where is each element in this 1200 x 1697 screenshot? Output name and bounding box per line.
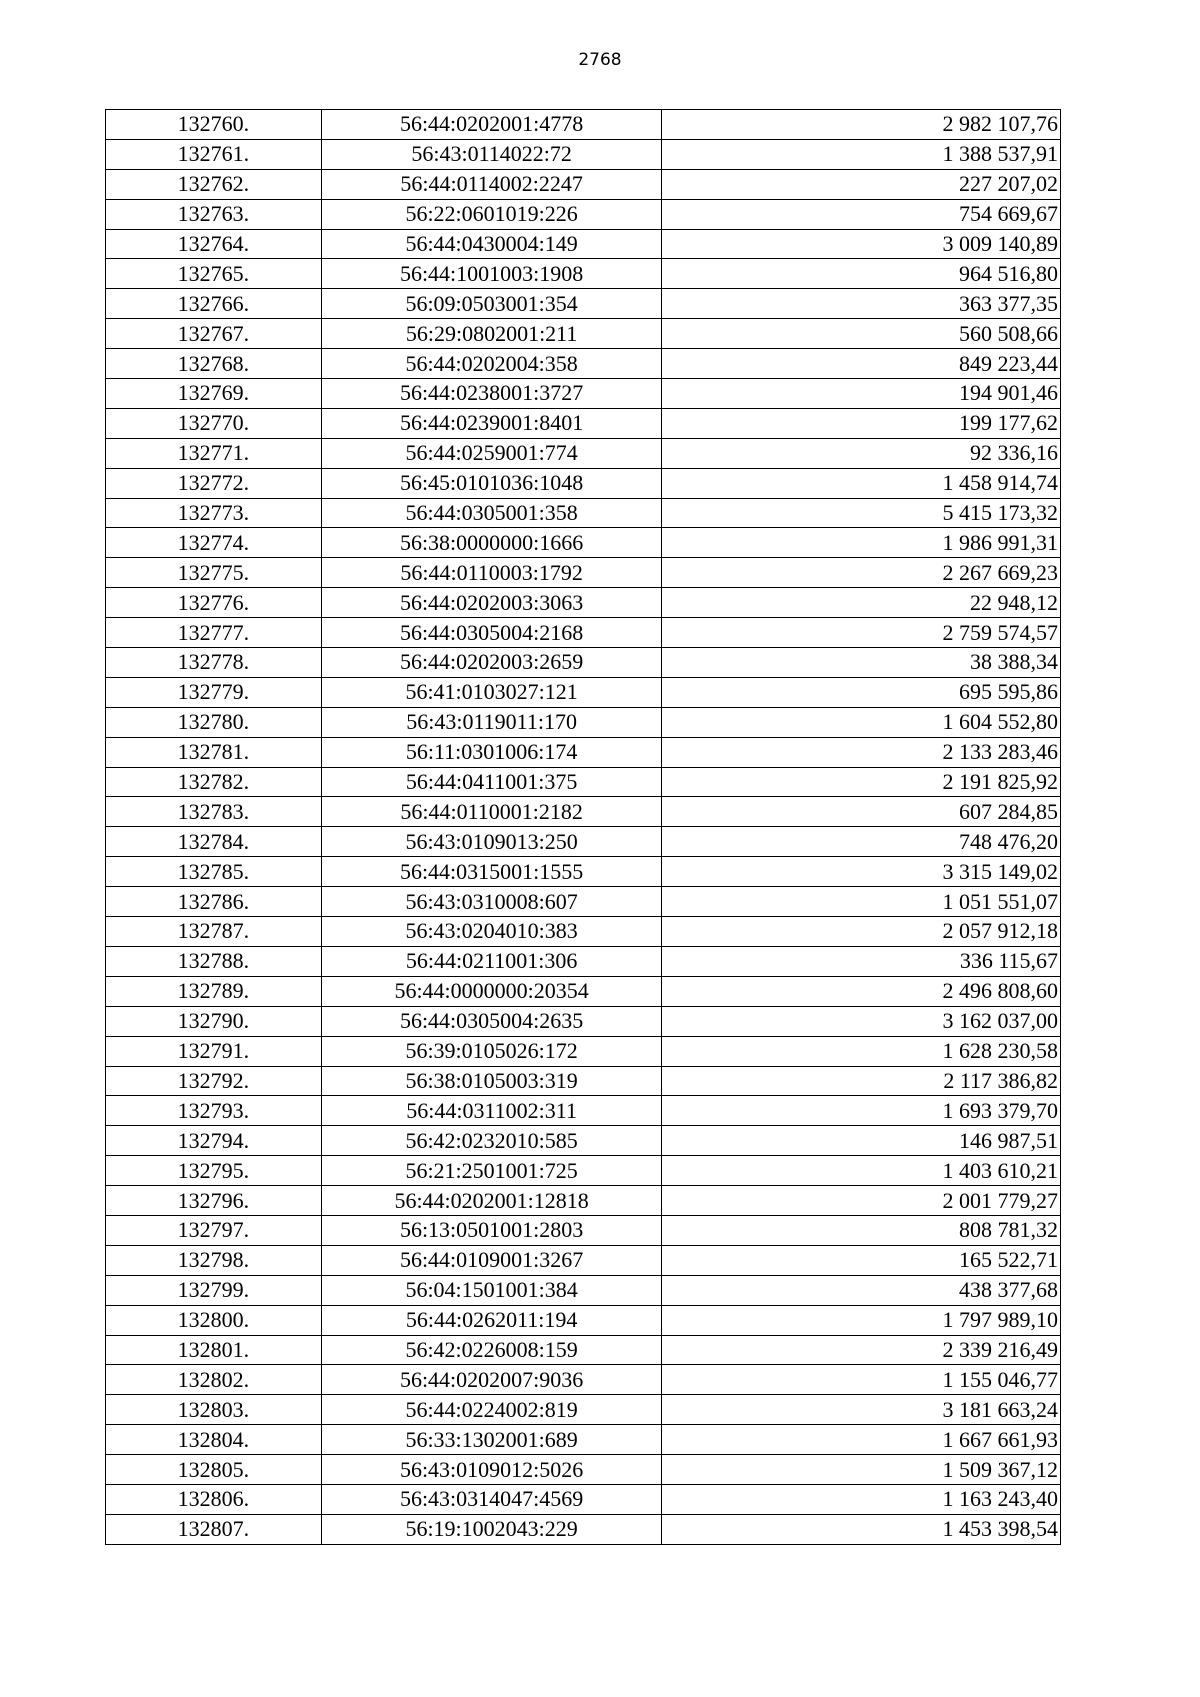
- table-row: [106, 588, 1061, 618]
- cadastral-value-cell: 1 693 379,70: [662, 1096, 1061, 1126]
- table-row: [106, 1305, 1061, 1335]
- cadastral-number-cell: 56:33:1302001:689: [321, 1425, 662, 1455]
- cadastral-number-cell: 56:38:0105003:319: [321, 1066, 662, 1096]
- cadastral-number-cell: 56:44:0110003:1792: [321, 558, 662, 588]
- row-number-cell: 132781.: [106, 737, 322, 767]
- row-number-cell: 132786.: [106, 887, 322, 917]
- cadastral-number-cell: 56:19:1002043:229: [321, 1514, 662, 1544]
- table-row: [106, 648, 1061, 678]
- table-row: [106, 1425, 1061, 1455]
- table-row: [106, 1096, 1061, 1126]
- cadastral-number-cell: 56:44:0305004:2168: [321, 618, 662, 648]
- row-number-cell: 132773.: [106, 498, 322, 528]
- cadastral-number-cell: 56:41:0103027:121: [321, 677, 662, 707]
- cadastral-value-cell: 1 604 552,80: [662, 707, 1061, 737]
- table-row: [106, 349, 1061, 379]
- row-number-cell: 132761.: [106, 139, 322, 169]
- cadastral-number-cell: 56:44:0109001:3267: [321, 1245, 662, 1275]
- row-number-cell: 132796.: [106, 1186, 322, 1216]
- table-row: [106, 468, 1061, 498]
- table-row: [106, 618, 1061, 648]
- cadastral-value-cell: 1 403 610,21: [662, 1156, 1061, 1186]
- cadastral-value-cell: 748 476,20: [662, 827, 1061, 857]
- cadastral-value-cell: 5 415 173,32: [662, 498, 1061, 528]
- cadastral-number-cell: 56:44:0239001:8401: [321, 408, 662, 438]
- row-number-cell: 132777.: [106, 618, 322, 648]
- cadastral-number-cell: 56:44:0202007:9036: [321, 1365, 662, 1395]
- cadastral-value-cell: 2 191 825,92: [662, 767, 1061, 797]
- cadastral-number-cell: 56:43:0109013:250: [321, 827, 662, 857]
- cadastral-value-cell: 194 901,46: [662, 379, 1061, 409]
- table-row: [106, 139, 1061, 169]
- cadastral-number-cell: 56:44:0224002:819: [321, 1395, 662, 1425]
- cadastral-number-cell: 56:04:1501001:384: [321, 1275, 662, 1305]
- row-number-cell: 132771.: [106, 438, 322, 468]
- row-number-cell: 132791.: [106, 1036, 322, 1066]
- table-row: [106, 1335, 1061, 1365]
- registry-table-body: [106, 110, 1061, 1545]
- row-number-cell: 132770.: [106, 408, 322, 438]
- row-number-cell: 132764.: [106, 229, 322, 259]
- row-number-cell: 132799.: [106, 1275, 322, 1305]
- cadastral-value-cell: 2 057 912,18: [662, 917, 1061, 947]
- cadastral-number-cell: 56:43:0119011:170: [321, 707, 662, 737]
- table-row: [106, 528, 1061, 558]
- table-row: [106, 229, 1061, 259]
- row-number-cell: 132778.: [106, 648, 322, 678]
- table-row: [106, 1484, 1061, 1514]
- cadastral-number-cell: 56:44:0259001:774: [321, 438, 662, 468]
- cadastral-value-cell: 2 001 779,27: [662, 1186, 1061, 1216]
- row-number-cell: 132804.: [106, 1425, 322, 1455]
- cadastral-value-cell: 607 284,85: [662, 797, 1061, 827]
- cadastral-value-cell: 165 522,71: [662, 1245, 1061, 1275]
- table-row: [106, 1156, 1061, 1186]
- cadastral-number-cell: 56:44:0411001:375: [321, 767, 662, 797]
- cadastral-value-cell: 754 669,67: [662, 199, 1061, 229]
- cadastral-value-cell: 363 377,35: [662, 289, 1061, 319]
- cadastral-value-cell: 92 336,16: [662, 438, 1061, 468]
- table-row: [106, 199, 1061, 229]
- table-row: [106, 1036, 1061, 1066]
- row-number-cell: 132793.: [106, 1096, 322, 1126]
- row-number-cell: 132800.: [106, 1305, 322, 1335]
- cadastral-value-cell: 1 628 230,58: [662, 1036, 1061, 1066]
- row-number-cell: 132788.: [106, 946, 322, 976]
- cadastral-number-cell: 56:29:0802001:211: [321, 319, 662, 349]
- cadastral-value-cell: 849 223,44: [662, 349, 1061, 379]
- cadastral-number-cell: 56:44:0305004:2635: [321, 1006, 662, 1036]
- table-row: [106, 887, 1061, 917]
- cadastral-number-cell: 56:44:0238001:3727: [321, 379, 662, 409]
- row-number-cell: 132774.: [106, 528, 322, 558]
- row-number-cell: 132807.: [106, 1514, 322, 1544]
- cadastral-value-cell: 2 759 574,57: [662, 618, 1061, 648]
- table-row: [106, 1365, 1061, 1395]
- table-row: [106, 319, 1061, 349]
- row-number-cell: 132790.: [106, 1006, 322, 1036]
- table-row: [106, 737, 1061, 767]
- cadastral-number-cell: 56:44:0211001:306: [321, 946, 662, 976]
- cadastral-value-cell: 1 453 398,54: [662, 1514, 1061, 1544]
- table-row: [106, 1006, 1061, 1036]
- registry-table: [105, 109, 1061, 1545]
- row-number-cell: 132760.: [106, 110, 322, 140]
- table-row: [106, 1245, 1061, 1275]
- cadastral-number-cell: 56:44:0430004:149: [321, 229, 662, 259]
- cadastral-value-cell: 1 667 661,93: [662, 1425, 1061, 1455]
- row-number-cell: 132806.: [106, 1484, 322, 1514]
- row-number-cell: 132768.: [106, 349, 322, 379]
- cadastral-value-cell: 3 162 037,00: [662, 1006, 1061, 1036]
- row-number-cell: 132776.: [106, 588, 322, 618]
- cadastral-number-cell: 56:44:0110001:2182: [321, 797, 662, 827]
- cadastral-value-cell: 146 987,51: [662, 1126, 1061, 1156]
- row-number-cell: 132801.: [106, 1335, 322, 1365]
- cadastral-number-cell: 56:43:0310008:607: [321, 887, 662, 917]
- row-number-cell: 132769.: [106, 379, 322, 409]
- cadastral-number-cell: 56:44:1001003:1908: [321, 259, 662, 289]
- table-row: [106, 110, 1061, 140]
- cadastral-number-cell: 56:39:0105026:172: [321, 1036, 662, 1066]
- table-row: [106, 707, 1061, 737]
- cadastral-value-cell: 560 508,66: [662, 319, 1061, 349]
- table-row: [106, 259, 1061, 289]
- cadastral-value-cell: 2 133 283,46: [662, 737, 1061, 767]
- row-number-cell: 132780.: [106, 707, 322, 737]
- table-row: [106, 767, 1061, 797]
- cadastral-number-cell: 56:13:0501001:2803: [321, 1215, 662, 1245]
- table-row: [106, 1126, 1061, 1156]
- table-row: [106, 169, 1061, 199]
- cadastral-number-cell: 56:42:0232010:585: [321, 1126, 662, 1156]
- cadastral-number-cell: 56:38:0000000:1666: [321, 528, 662, 558]
- table-row: [106, 797, 1061, 827]
- table-row: [106, 857, 1061, 887]
- cadastral-number-cell: 56:09:0503001:354: [321, 289, 662, 319]
- row-number-cell: 132792.: [106, 1066, 322, 1096]
- cadastral-number-cell: 56:44:0000000:20354: [321, 976, 662, 1006]
- table-row: [106, 1395, 1061, 1425]
- cadastral-value-cell: 3 009 140,89: [662, 229, 1061, 259]
- table-row: [106, 976, 1061, 1006]
- cadastral-value-cell: 1 509 367,12: [662, 1455, 1061, 1485]
- cadastral-number-cell: 56:44:0202003:2659: [321, 648, 662, 678]
- cadastral-value-cell: 3 181 663,24: [662, 1395, 1061, 1425]
- cadastral-value-cell: 438 377,68: [662, 1275, 1061, 1305]
- cadastral-number-cell: 56:44:0202003:3063: [321, 588, 662, 618]
- row-number-cell: 132783.: [106, 797, 322, 827]
- cadastral-value-cell: 1 051 551,07: [662, 887, 1061, 917]
- cadastral-value-cell: 2 339 216,49: [662, 1335, 1061, 1365]
- table-row: [106, 1514, 1061, 1544]
- table-row: [106, 917, 1061, 947]
- cadastral-value-cell: 695 595,86: [662, 677, 1061, 707]
- table-row: [106, 408, 1061, 438]
- table-row: [106, 498, 1061, 528]
- cadastral-value-cell: 1 797 989,10: [662, 1305, 1061, 1335]
- cadastral-value-cell: 1 155 046,77: [662, 1365, 1061, 1395]
- table-row: [106, 1275, 1061, 1305]
- table-row: [106, 379, 1061, 409]
- cadastral-number-cell: 56:21:2501001:725: [321, 1156, 662, 1186]
- cadastral-value-cell: 38 388,34: [662, 648, 1061, 678]
- row-number-cell: 132798.: [106, 1245, 322, 1275]
- table-row: [106, 1066, 1061, 1096]
- row-number-cell: 132784.: [106, 827, 322, 857]
- table-row: [106, 946, 1061, 976]
- cadastral-value-cell: 199 177,62: [662, 408, 1061, 438]
- cadastral-number-cell: 56:43:0114022:72: [321, 139, 662, 169]
- cadastral-value-cell: 2 267 669,23: [662, 558, 1061, 588]
- cadastral-value-cell: 227 207,02: [662, 169, 1061, 199]
- table-row: [106, 558, 1061, 588]
- cadastral-number-cell: 56:11:0301006:174: [321, 737, 662, 767]
- cadastral-value-cell: 2 496 808,60: [662, 976, 1061, 1006]
- cadastral-value-cell: 336 115,67: [662, 946, 1061, 976]
- cadastral-value-cell: 3 315 149,02: [662, 857, 1061, 887]
- cadastral-number-cell: 56:44:0202001:12818: [321, 1186, 662, 1216]
- cadastral-number-cell: 56:43:0314047:4569: [321, 1484, 662, 1514]
- cadastral-value-cell: 1 458 914,74: [662, 468, 1061, 498]
- cadastral-number-cell: 56:45:0101036:1048: [321, 468, 662, 498]
- row-number-cell: 132763.: [106, 199, 322, 229]
- cadastral-value-cell: 964 516,80: [662, 259, 1061, 289]
- table-row: [106, 1455, 1061, 1485]
- row-number-cell: 132789.: [106, 976, 322, 1006]
- cadastral-number-cell: 56:42:0226008:159: [321, 1335, 662, 1365]
- cadastral-number-cell: 56:44:0202001:4778: [321, 110, 662, 140]
- table-row: [106, 677, 1061, 707]
- page-number: 2768: [578, 50, 622, 70]
- row-number-cell: 132795.: [106, 1156, 322, 1186]
- row-number-cell: 132805.: [106, 1455, 322, 1485]
- row-number-cell: 132779.: [106, 677, 322, 707]
- row-number-cell: 132765.: [106, 259, 322, 289]
- table-row: [106, 1186, 1061, 1216]
- cadastral-number-cell: 56:44:0114002:2247: [321, 169, 662, 199]
- table-row: [106, 289, 1061, 319]
- cadastral-value-cell: 2 982 107,76: [662, 110, 1061, 140]
- row-number-cell: 132787.: [106, 917, 322, 947]
- table-row: [106, 827, 1061, 857]
- cadastral-number-cell: 56:44:0202004:358: [321, 349, 662, 379]
- row-number-cell: 132803.: [106, 1395, 322, 1425]
- cadastral-number-cell: 56:43:0204010:383: [321, 917, 662, 947]
- cadastral-number-cell: 56:44:0315001:1555: [321, 857, 662, 887]
- cadastral-number-cell: 56:44:0311002:311: [321, 1096, 662, 1126]
- row-number-cell: 132782.: [106, 767, 322, 797]
- row-number-cell: 132802.: [106, 1365, 322, 1395]
- row-number-cell: 132762.: [106, 169, 322, 199]
- cadastral-number-cell: 56:44:0262011:194: [321, 1305, 662, 1335]
- cadastral-number-cell: 56:22:0601019:226: [321, 199, 662, 229]
- row-number-cell: 132785.: [106, 857, 322, 887]
- cadastral-value-cell: 1 986 991,31: [662, 528, 1061, 558]
- row-number-cell: 132775.: [106, 558, 322, 588]
- cadastral-value-cell: 1 163 243,40: [662, 1484, 1061, 1514]
- cadastral-value-cell: 1 388 537,91: [662, 139, 1061, 169]
- row-number-cell: 132772.: [106, 468, 322, 498]
- row-number-cell: 132767.: [106, 319, 322, 349]
- cadastral-number-cell: 56:44:0305001:358: [321, 498, 662, 528]
- cadastral-value-cell: 22 948,12: [662, 588, 1061, 618]
- row-number-cell: 132766.: [106, 289, 322, 319]
- cadastral-value-cell: 808 781,32: [662, 1215, 1061, 1245]
- cadastral-number-cell: 56:43:0109012:5026: [321, 1455, 662, 1485]
- table-row: [106, 438, 1061, 468]
- cadastral-value-cell: 2 117 386,82: [662, 1066, 1061, 1096]
- row-number-cell: 132794.: [106, 1126, 322, 1156]
- row-number-cell: 132797.: [106, 1215, 322, 1245]
- table-row: [106, 1215, 1061, 1245]
